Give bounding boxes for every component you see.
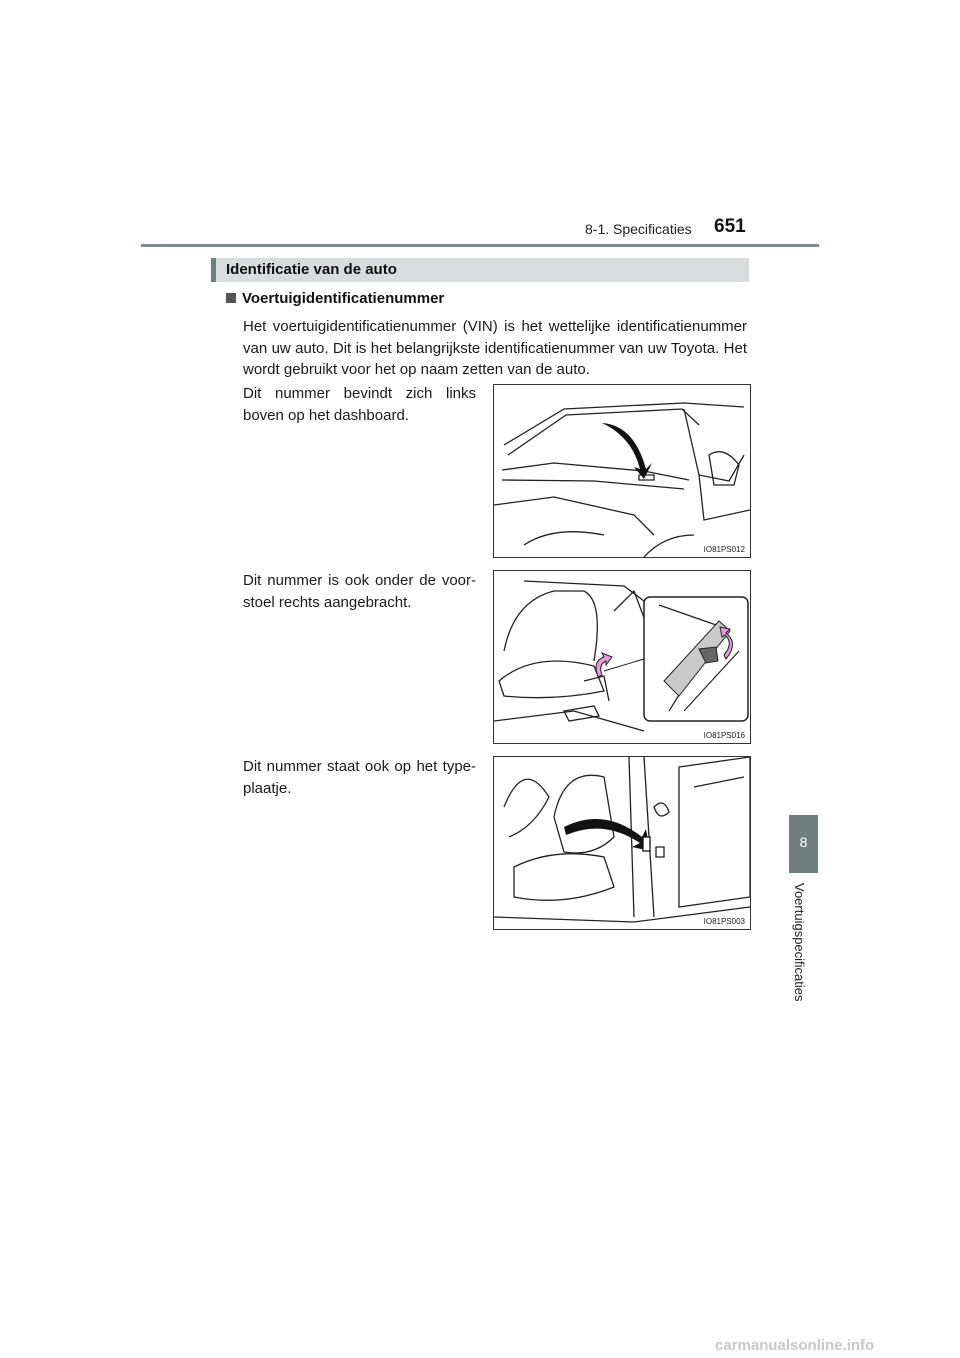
pointer-arrow-icon bbox=[564, 819, 650, 851]
square-bullet-icon bbox=[226, 293, 236, 303]
section-reference: 8-1. Specificaties bbox=[585, 221, 692, 237]
figure-code: IO81PS003 bbox=[703, 917, 745, 926]
header-rule bbox=[141, 244, 819, 247]
figure-dashboard bbox=[493, 384, 751, 558]
heading-accent bbox=[211, 258, 216, 282]
seat-illustration bbox=[494, 571, 750, 743]
section-heading-bar bbox=[211, 258, 749, 282]
subheading-text: Voertuigidentificatienummer bbox=[242, 290, 445, 307]
chapter-tab[interactable] bbox=[789, 815, 818, 873]
chapter-label: Voertuigspecificaties bbox=[792, 883, 807, 1002]
chapter-number: 8 bbox=[799, 834, 808, 850]
section-heading: Identificatie van de auto bbox=[226, 261, 397, 278]
type-plate bbox=[643, 837, 650, 851]
intro-paragraph: Het voertuigidentificatienummer (VIN) is het wettelijke identificatienummer van uw auto. Dit is het belangrijkste identificatienummer van uw Toyota. Het wordt gebruikt voor het op naam zetten van de auto. bbox=[243, 318, 747, 378]
step-1-text: Dit nummer bevindt zich links boven op het dashboard. bbox=[243, 385, 476, 424]
pointer-arrow-icon bbox=[602, 423, 652, 479]
step-2-text: Dit nummer is ook onder de voor-stoel rechts aangebracht. bbox=[243, 572, 476, 611]
dashboard-illustration bbox=[494, 385, 750, 557]
figure-code: IO81PS012 bbox=[703, 545, 745, 554]
figure-code: IO81PS016 bbox=[703, 731, 745, 740]
subheading bbox=[226, 290, 444, 307]
figure-under-seat bbox=[493, 570, 751, 744]
watermark: carmanualsonline.info bbox=[715, 1337, 875, 1354]
figure-type-plate bbox=[493, 756, 751, 930]
page-number: 651 bbox=[714, 216, 746, 237]
door-pillar-illustration bbox=[494, 757, 750, 929]
curved-arrow-icon bbox=[596, 653, 612, 677]
step-3-text: Dit nummer staat ook op het type-plaatje. bbox=[243, 758, 476, 797]
